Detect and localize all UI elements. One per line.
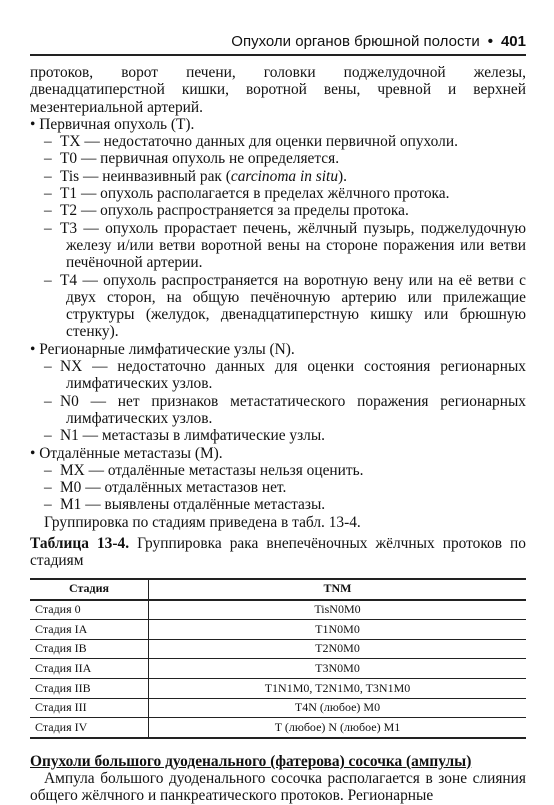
running-header <box>30 24 526 56</box>
list-item: – T2 — опухоль распространяется за пределы протока. <box>44 202 409 220</box>
item-text: N1 — метастазы в лимфатические узлы. <box>60 427 326 445</box>
bullet-label: Первичная опухоль (Т). <box>39 115 195 133</box>
column-header-stage: Стадия <box>30 579 149 600</box>
bullet-metastases: • Отдалённые метастазы (М). <box>30 444 223 462</box>
list-item: – M1 — выявлены отдалённые метастазы. <box>44 496 326 514</box>
stage-cell: Стадия 0 <box>30 600 149 620</box>
table-caption-text: Группировка рака внепечёночных жёлчных протоков по стадиям <box>30 535 526 570</box>
table-row <box>30 678 526 698</box>
list-item: – M0 — отдалённых метастазов нет. <box>44 479 287 497</box>
item-text: M1 — выявлены отдалённые метастазы. <box>60 496 326 514</box>
stage-table <box>30 578 526 739</box>
column-header-tnm: TNM <box>149 579 527 600</box>
table-row <box>30 620 526 640</box>
tnm-cell: T4N (любое) M0 <box>149 698 527 718</box>
table-row <box>30 659 526 679</box>
tnm-cell: T2N0M0 <box>149 639 527 659</box>
list-item: – Tis — неинвазивный рак (carcinoma in situ). <box>44 167 348 185</box>
stage-cell: Стадия IA <box>30 620 149 640</box>
list-item: – N1 — метастазы в лимфатические узлы. <box>44 427 326 445</box>
stage-cell: Стадия IIB <box>30 678 149 698</box>
table-row <box>30 600 526 620</box>
header-separator: • <box>487 33 493 50</box>
grouping-note: Группировка по стадиям приведена в табл. 13-4. <box>44 513 361 531</box>
table-header-row <box>30 579 526 600</box>
item-text: MX — отдалённые метастазы нельзя оценить. <box>60 461 364 479</box>
item-text: Tis — неинвазивный рак ( <box>60 167 231 185</box>
stage-cell: Стадия IB <box>30 639 149 659</box>
bullet-lymph-nodes: • Регионарные лимфатические узлы (N). <box>30 340 295 358</box>
chapter-title: Опухоли органов брюшной полости <box>231 33 480 50</box>
section-paragraph: Ампула большого дуоденального сосочка располагается в зоне слияния общего жёлчного и панкреатического протоков. Регионарные <box>30 770 526 805</box>
page-number: 401 <box>500 33 526 50</box>
item-text: M0 — отдалённых метастазов нет. <box>60 479 287 497</box>
item-text: TX — недостаточно данных для оценки первичной опухоли. <box>60 133 458 151</box>
item-text-end: ). <box>338 167 348 185</box>
list-item: – T1 — опухоль располагается в пределах жёлчного протока. <box>44 185 450 203</box>
item-text: N0 — нет признаков метастатического поражения регионарных лимфатических узлов. <box>60 392 526 427</box>
tnm-cell: T1N1M0, T2N1M0, T3N1M0 <box>149 678 527 698</box>
stage-cell: Стадия IV <box>30 718 149 738</box>
item-text: NX — недостаточно данных для оценки состояния регионарных лимфатических узлов. <box>60 358 526 393</box>
item-text: T0 — первичная опухоль не определяется. <box>60 150 340 168</box>
list-item: – T4 — опухоль распространяется на воротную вену или на её ветви с двух сторон, на общую печёночную артерию или прилежащие структуры (желудок, двенадцатиперстную кишку или брюшную стенку). <box>44 271 526 341</box>
table-caption-label: Таблица 13-4. <box>30 535 130 553</box>
table-row <box>30 639 526 659</box>
section-heading: Опухоли большого дуоденального (фатерова) сосочка (ампулы) <box>30 752 472 770</box>
item-italic: carcinoma in situ <box>230 167 339 185</box>
list-item: – T0 — первичная опухоль не определяется. <box>44 150 340 168</box>
bullet-label: Регионарные лимфатические узлы (N). <box>39 340 295 358</box>
stage-cell: Стадия IIA <box>30 659 149 679</box>
intro-paragraph: протоков, ворот печени, головки поджелудочной железы, двенадцатиперстной кишки, воротной вены, чревной и верхней мезентериальной артерий. <box>30 64 526 116</box>
tnm-cell: TisN0M0 <box>149 600 527 620</box>
item-text: T2 — опухоль распространяется за пределы протока. <box>60 202 409 220</box>
stage-cell: Стадия III <box>30 698 149 718</box>
bullet-label: Отдалённые метастазы (М). <box>39 444 223 462</box>
list-item: – N0 — нет признаков метастатического поражения регионарных лимфатических узлов. <box>44 392 526 427</box>
tnm-cell: T1N0M0 <box>149 620 527 640</box>
table-row <box>30 718 526 738</box>
item-text: T1 — опухоль располагается в пределах жёлчного протока. <box>60 185 450 203</box>
table-caption <box>30 535 526 570</box>
list-item: – NX — недостаточно данных для оценки состояния регионарных лимфатических узлов. <box>44 358 526 393</box>
list-item: – TX — недостаточно данных для оценки первичной опухоли. <box>44 133 458 151</box>
item-text: T4 — опухоль распространяется на воротную вену или на её ветви с двух сторон, на общую печёночную артерию или прилежащие структуры (желудок, двенадцатиперстную кишку или брюшную стенку). <box>60 271 526 341</box>
item-text: T3 — опухоль прорастает печень, жёлчный пузырь, поджелудочную железу и/или ветви воротной вены на стороне поражения или ветви печёночной артерии. <box>60 219 526 272</box>
tnm-cell: T3N0M0 <box>149 659 527 679</box>
list-item: – T3 — опухоль прорастает печень, жёлчный пузырь, поджелудочную железу и/или ветви воротной вены на стороне поражения или ветви печёночной артерии. <box>44 219 526 272</box>
bullet-primary-tumor: • Первичная опухоль (Т). <box>30 115 195 133</box>
table-row <box>30 698 526 718</box>
page-body <box>30 64 526 805</box>
list-item: – MX — отдалённые метастазы нельзя оценить. <box>44 461 364 479</box>
tnm-cell: T (любое) N (любое) M1 <box>274 719 401 734</box>
